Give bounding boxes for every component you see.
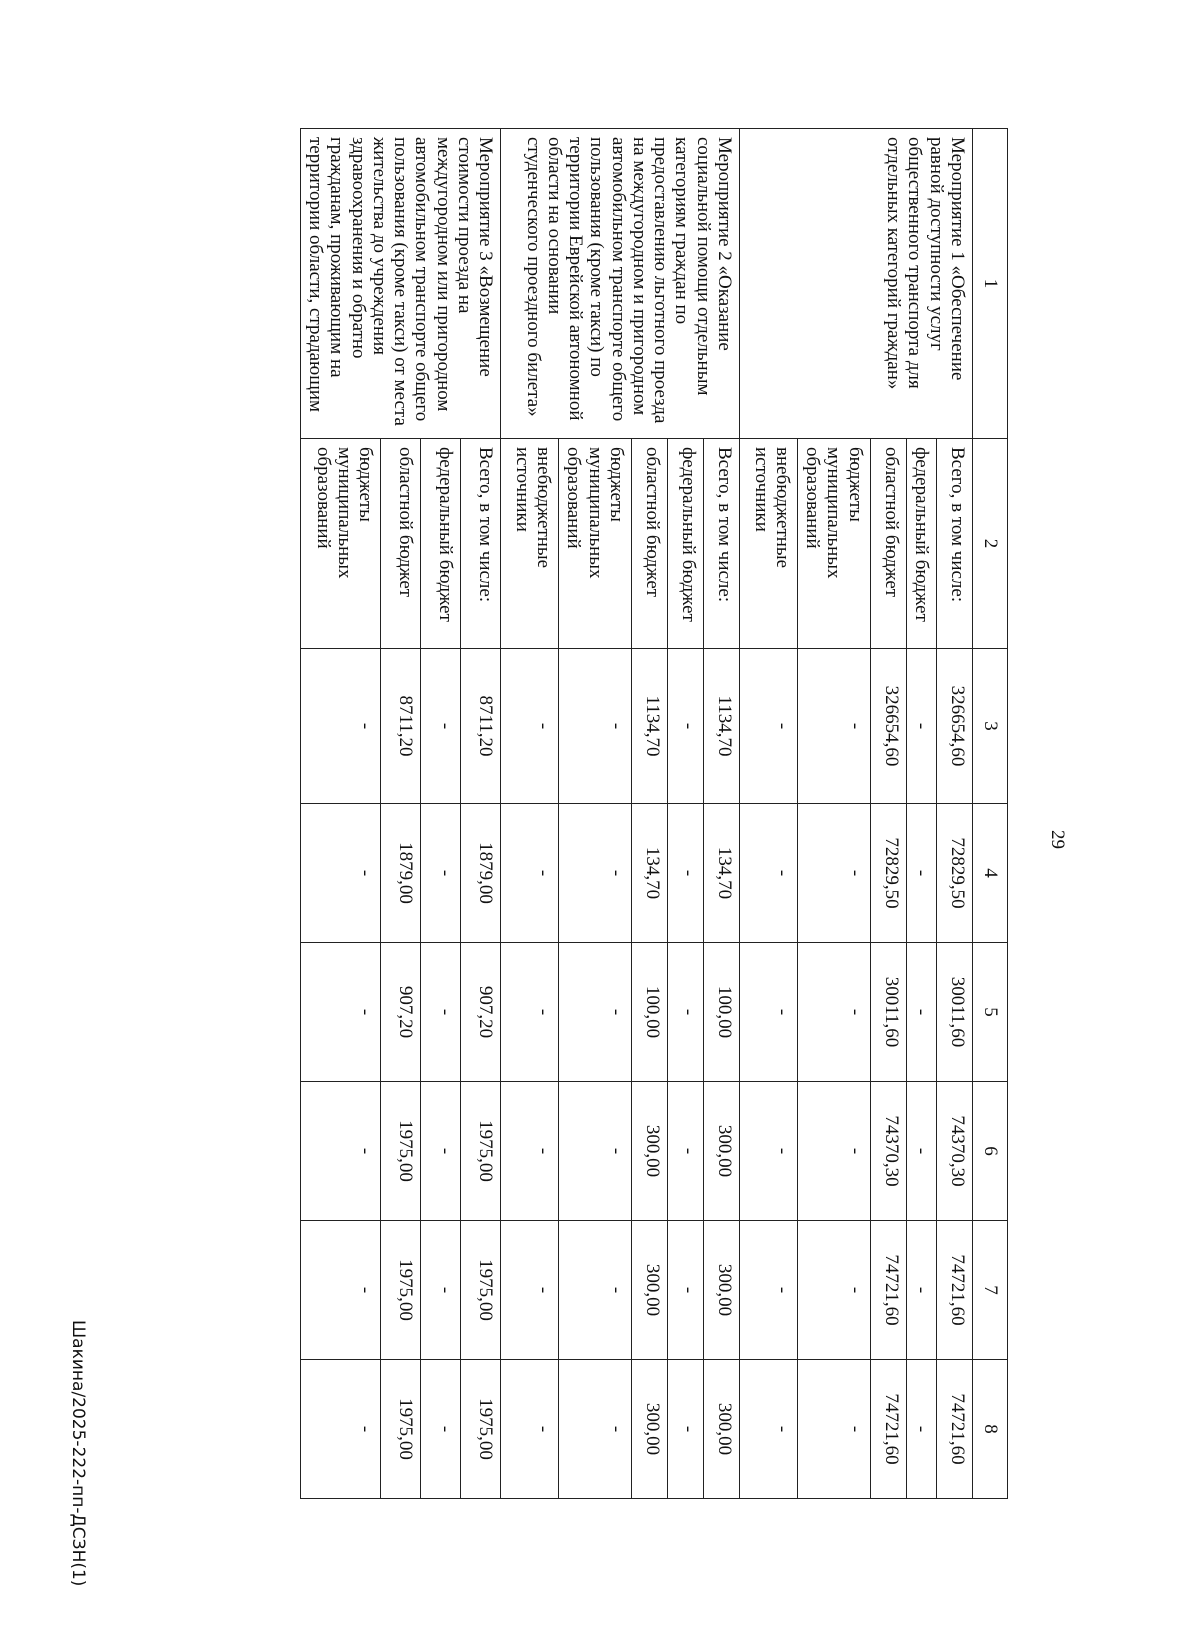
amount-cell: - bbox=[739, 649, 797, 804]
funding-source: внебюджетные источники bbox=[739, 439, 797, 649]
amount-cell: - bbox=[501, 804, 559, 943]
amount-cell: - bbox=[906, 1221, 936, 1360]
amount-cell: 300,00 bbox=[631, 1082, 667, 1221]
table-row bbox=[703, 129, 739, 1499]
amount-cell: 100,00 bbox=[703, 943, 739, 1082]
amount-cell: 300,00 bbox=[703, 1221, 739, 1360]
amount-cell: - bbox=[739, 1221, 797, 1360]
amount-cell: - bbox=[559, 649, 632, 804]
amount-cell: 30011,60 bbox=[937, 943, 973, 1082]
amount-cell: 326654,60 bbox=[870, 649, 906, 804]
funding-source: областной бюджет bbox=[631, 439, 667, 649]
amount-cell: - bbox=[559, 943, 632, 1082]
funding-source: внебюджетные источники bbox=[501, 439, 559, 649]
amount-cell: - bbox=[667, 943, 703, 1082]
amount-cell: - bbox=[421, 804, 461, 943]
amount-cell: 72829,50 bbox=[870, 804, 906, 943]
header-cell: 6 bbox=[973, 1082, 1008, 1221]
amount-cell: - bbox=[559, 1221, 632, 1360]
amount-cell: - bbox=[739, 1360, 797, 1499]
funding-source: федеральный бюджет bbox=[906, 439, 936, 649]
funding-source: Всего, в том числе: bbox=[937, 439, 973, 649]
amount-cell: - bbox=[501, 1360, 559, 1499]
amount-cell: - bbox=[421, 1221, 461, 1360]
amount-cell: - bbox=[559, 1360, 632, 1499]
amount-cell: 1879,00 bbox=[381, 804, 421, 943]
amount-cell: 74370,30 bbox=[870, 1082, 906, 1221]
header-cell: 7 bbox=[973, 1221, 1008, 1360]
amount-cell: 1134,70 bbox=[631, 649, 667, 804]
measure-name: Мероприятие 1 «Обеспечение равной доступности услуг общественного транспорта для отдельных категорий граждан» bbox=[739, 129, 972, 439]
amount-cell: - bbox=[300, 804, 381, 943]
document-reference: Шакина/2025-222-пп-ДСЗН(1) bbox=[68, 1320, 88, 1587]
table-header-row bbox=[973, 129, 1008, 1499]
amount-cell: 8711,20 bbox=[461, 649, 501, 804]
amount-cell: - bbox=[300, 1360, 381, 1499]
header-cell: 3 bbox=[973, 649, 1008, 804]
amount-cell: - bbox=[906, 1082, 936, 1221]
amount-cell: - bbox=[797, 649, 870, 804]
amount-cell: 74721,60 bbox=[937, 1360, 973, 1499]
amount-cell: - bbox=[300, 943, 381, 1082]
amount-cell: - bbox=[559, 1082, 632, 1221]
header-cell: 2 bbox=[973, 439, 1008, 649]
amount-cell: 74721,60 bbox=[870, 1221, 906, 1360]
amount-cell: - bbox=[739, 804, 797, 943]
amount-cell: 1975,00 bbox=[461, 1082, 501, 1221]
page-number: 29 bbox=[1047, 830, 1068, 849]
amount-cell: 907,20 bbox=[461, 943, 501, 1082]
amount-cell: - bbox=[667, 1360, 703, 1499]
amount-cell: - bbox=[421, 649, 461, 804]
amount-cell: 74721,60 bbox=[870, 1360, 906, 1499]
amount-cell: 300,00 bbox=[631, 1221, 667, 1360]
amount-cell: 1975,00 bbox=[381, 1360, 421, 1499]
amount-cell: - bbox=[501, 943, 559, 1082]
amount-cell: - bbox=[501, 649, 559, 804]
table-row bbox=[461, 129, 501, 1499]
amount-cell: - bbox=[300, 649, 381, 804]
amount-cell: - bbox=[739, 1082, 797, 1221]
funding-source: областной бюджет bbox=[870, 439, 906, 649]
budget-table-body bbox=[300, 129, 1007, 1499]
amount-cell: 100,00 bbox=[631, 943, 667, 1082]
amount-cell: 300,00 bbox=[703, 1360, 739, 1499]
amount-cell: 1975,00 bbox=[381, 1221, 421, 1360]
amount-cell: 1975,00 bbox=[461, 1360, 501, 1499]
amount-cell: - bbox=[559, 804, 632, 943]
header-cell: 4 bbox=[973, 804, 1008, 943]
amount-cell: 8711,20 bbox=[381, 649, 421, 804]
amount-cell: - bbox=[501, 1221, 559, 1360]
amount-cell: - bbox=[667, 649, 703, 804]
amount-cell: - bbox=[797, 804, 870, 943]
amount-cell: 300,00 bbox=[631, 1360, 667, 1499]
budget-table bbox=[300, 128, 1008, 1499]
amount-cell: - bbox=[421, 1082, 461, 1221]
amount-cell: - bbox=[797, 1082, 870, 1221]
funding-source: бюджеты муниципальных образований bbox=[797, 439, 870, 649]
amount-cell: - bbox=[667, 804, 703, 943]
amount-cell: 907,20 bbox=[381, 943, 421, 1082]
funding-source: федеральный бюджет bbox=[421, 439, 461, 649]
funding-source: Всего, в том числе: bbox=[703, 439, 739, 649]
amount-cell: - bbox=[421, 1360, 461, 1499]
funding-source: Всего, в том числе: bbox=[461, 439, 501, 649]
amount-cell: 74370,30 bbox=[937, 1082, 973, 1221]
amount-cell: 134,70 bbox=[631, 804, 667, 943]
amount-cell: - bbox=[906, 1360, 936, 1499]
amount-cell: - bbox=[906, 804, 936, 943]
header-cell: 8 bbox=[973, 1360, 1008, 1499]
amount-cell: 1879,00 bbox=[461, 804, 501, 943]
measure-name: Мероприятие 3 «Возмещение стоимости проезда на междугородном или пригородном автомобильном транспорте общего пользования (кроме такси) от места жительства до учреждения здравоохранения и обратно гражданам, проживающим на территории области, страдающим bbox=[300, 129, 500, 439]
funding-source: бюджеты муниципальных образований bbox=[300, 439, 381, 649]
amount-cell: 1975,00 bbox=[461, 1221, 501, 1360]
amount-cell: 30011,60 bbox=[870, 943, 906, 1082]
amount-cell: - bbox=[739, 943, 797, 1082]
amount-cell: - bbox=[797, 1360, 870, 1499]
amount-cell: 300,00 bbox=[703, 1082, 739, 1221]
amount-cell: - bbox=[501, 1082, 559, 1221]
amount-cell: - bbox=[906, 943, 936, 1082]
measure-name: Мероприятие 2 «Оказание социальной помощи отдельным категориям граждан по предоставлению льготного проезда на междугородном и пригородном автомобильном транспорте общего пользования (кроме такси) по территории Еврейской автономной области на основании студенческого проездного билета» bbox=[501, 129, 740, 439]
amount-cell: - bbox=[300, 1221, 381, 1360]
amount-cell: - bbox=[906, 649, 936, 804]
amount-cell: 72829,50 bbox=[937, 804, 973, 943]
amount-cell: - bbox=[300, 1082, 381, 1221]
funding-source: федеральный бюджет bbox=[667, 439, 703, 649]
amount-cell: - bbox=[667, 1082, 703, 1221]
amount-cell: 1975,00 bbox=[381, 1082, 421, 1221]
amount-cell: - bbox=[421, 943, 461, 1082]
amount-cell: - bbox=[797, 943, 870, 1082]
amount-cell: 1134,70 bbox=[703, 649, 739, 804]
funding-source: бюджеты муниципальных образований bbox=[559, 439, 632, 649]
amount-cell: 74721,60 bbox=[937, 1221, 973, 1360]
amount-cell: - bbox=[667, 1221, 703, 1360]
table-row bbox=[937, 129, 973, 1499]
header-cell: 1 bbox=[973, 129, 1008, 439]
header-cell: 5 bbox=[973, 943, 1008, 1082]
amount-cell: 326654,60 bbox=[937, 649, 973, 804]
amount-cell: - bbox=[797, 1221, 870, 1360]
funding-source: областной бюджет bbox=[381, 439, 421, 649]
amount-cell: 134,70 bbox=[703, 804, 739, 943]
